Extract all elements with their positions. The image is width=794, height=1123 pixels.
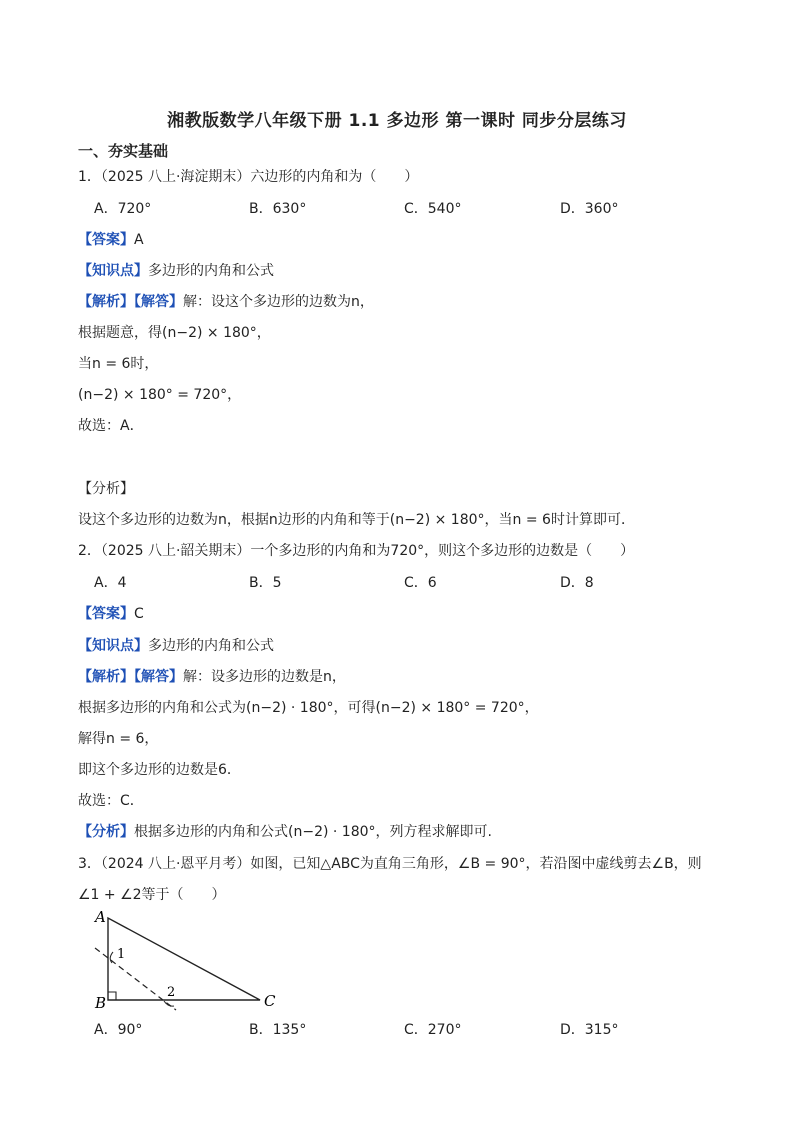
q1-option-d: D．360° — [560, 201, 619, 217]
q3-options — [94, 1019, 714, 1039]
q1-option-b: B．630° — [249, 201, 307, 217]
q1-options — [94, 198, 714, 218]
solution-tag: 【解析】【解答】 — [78, 669, 183, 685]
angle-2-arc — [164, 1001, 174, 1006]
q2-option-c: C．6 — [404, 575, 437, 591]
section-heading: 一、夯实基础 — [78, 142, 169, 160]
answer-tag: 【答案】 — [78, 232, 134, 248]
q1-analysis-tag: 【分析】 — [78, 481, 134, 497]
analysis-tag: 【分析】 — [78, 824, 134, 840]
solution-tag: 【解析】【解答】 — [78, 294, 183, 310]
vertex-b-label: B — [95, 994, 107, 1012]
q2-knowledge-point — [78, 635, 274, 655]
analysis-text: 根据多边形的内角和公式(n−2) · 180°，列方程求解即可. — [134, 824, 492, 840]
angle-1-label: 1 — [117, 947, 126, 962]
knowledge-point-text: 多边形的内角和公式 — [148, 263, 274, 279]
answer-tag: 【答案】 — [78, 606, 134, 622]
vertex-a-label: A — [95, 908, 106, 926]
q1-solution-line-4: (n−2) × 180° = 720°， — [78, 387, 242, 403]
right-angle-mark — [108, 992, 116, 1000]
q3-option-a: A．90° — [94, 1022, 143, 1038]
solution-text: 解：设这个多边形的边数为n， — [183, 294, 374, 310]
q2-option-b: B．5 — [249, 575, 282, 591]
q2-stem: 2．（2025 八上·韶关期末）一个多边形的内角和为720°，则这个多边形的边数是（ ） — [78, 543, 635, 559]
q3-option-c: C．270° — [404, 1022, 462, 1038]
vertex-c-label: C — [264, 992, 276, 1010]
q1-option-a: A．720° — [94, 201, 152, 217]
q2-option-d: D．8 — [560, 575, 594, 591]
q2-solution-line-5: 故选：C． — [78, 793, 144, 809]
answer-value: A — [134, 232, 144, 248]
angle-2-label: 2 — [167, 985, 176, 1000]
knowledge-point-tag: 【知识点】 — [78, 263, 148, 279]
q1-solution-line-1 — [78, 291, 374, 311]
q1-option-c: C．540° — [404, 201, 462, 217]
q3-stem-line-2: ∠1 + ∠2等于（ ） — [78, 887, 226, 903]
q3-option-b: B．135° — [249, 1022, 307, 1038]
q1-answer — [78, 229, 144, 249]
q2-option-a: A．4 — [94, 575, 127, 591]
q1-solution-line-3: 当n = 6时， — [78, 356, 159, 372]
q2-analysis — [78, 821, 492, 841]
q1-stem: 1．（2025 八上·海淀期末）六边形的内角和为（ ） — [78, 169, 419, 185]
q2-options — [94, 572, 714, 592]
q3-option-d: D．315° — [560, 1022, 619, 1038]
solution-text: 解：设多边形的边数是n， — [183, 669, 346, 685]
answer-value: C — [134, 606, 144, 622]
triangle-diagram — [78, 908, 298, 1014]
q1-analysis-text: 设这个多边形的边数为n，根据n边形的内角和等于(n−2) × 180°，当n = 6时计算即可． — [78, 512, 635, 528]
page-title: 湘教版数学八年级下册 1.1 多边形 第一课时 同步分层练习 — [167, 111, 627, 131]
q2-solution-line-3: 解得n = 6， — [78, 731, 159, 747]
q2-answer — [78, 603, 144, 623]
q3-stem-line-1: 3．（2024 八上·恩平月考）如图，已知△ABC为直角三角形，∠B = 90°，若沿图中虚线剪去∠B，则 — [78, 856, 702, 872]
knowledge-point-tag: 【知识点】 — [78, 638, 148, 654]
q1-solution-line-5: 故选：A． — [78, 418, 144, 434]
cut-dashed-line — [95, 948, 176, 1010]
triangle-abc — [108, 918, 260, 1000]
q2-solution-line-2: 根据多边形的内角和公式为(n−2) · 180°，可得(n−2) × 180° = 720°， — [78, 700, 539, 716]
q1-solution-line-2: 根据题意，得(n−2) × 180°， — [78, 325, 271, 341]
triangle-figure — [78, 908, 298, 1018]
knowledge-point-text: 多边形的内角和公式 — [148, 638, 274, 654]
q2-solution-line-1 — [78, 666, 346, 686]
q1-knowledge-point — [78, 260, 274, 280]
q2-solution-line-4: 即这个多边形的边数是6． — [78, 762, 241, 778]
